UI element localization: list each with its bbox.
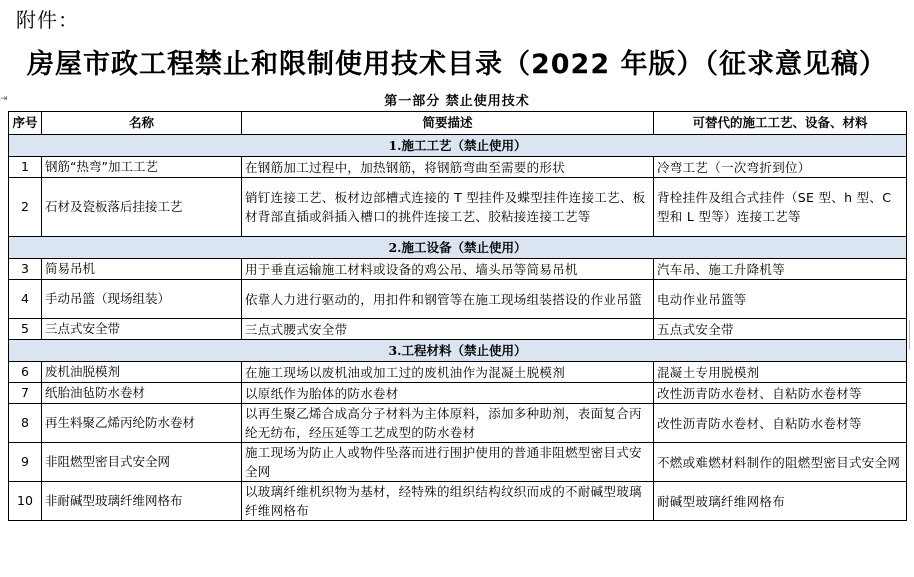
row-description: 用于垂直运输施工材料或设备的鸡公吊、墙头吊等简易吊机 [242, 259, 654, 280]
table-row [9, 482, 907, 521]
header-description: 简要描述 [242, 112, 654, 135]
section-row [9, 340, 907, 362]
row-name: 非耐碱型玻璃纤维网格布 [42, 482, 242, 521]
row-name: 手动吊篮（现场组装） [42, 280, 242, 319]
page-edge-marker [909, 320, 914, 350]
technology-table [8, 111, 907, 521]
row-name: 简易吊机 [42, 259, 242, 280]
row-number: 5 [9, 319, 42, 340]
row-alternative: 不燃或难燃材料制作的阻燃型密目式安全网 [654, 443, 907, 482]
table-row [9, 259, 907, 280]
table-row [9, 157, 907, 178]
row-number: 7 [9, 383, 42, 404]
section-title: 1.施工工艺（禁止使用） [9, 135, 907, 157]
header-alternatives: 可替代的施工工艺、设备、材料 [654, 112, 907, 135]
row-name: 石材及瓷板落后挂接工艺 [42, 178, 242, 237]
row-name: 废机油脱模剂 [42, 362, 242, 383]
attachment-label: 附件： [16, 8, 79, 32]
margin-marker: ⇥ [0, 94, 8, 104]
row-description: 销钉连接工艺、板材边部槽式连接的 T 型挂件及蝶型挂件连接工艺、板材背部直插或斜插入槽口的挑件连接工艺、胶粘接连接工艺等 [242, 178, 654, 237]
row-alternative: 混凝土专用脱模剂 [654, 362, 907, 383]
row-alternative: 耐碱型玻璃纤维网格布 [654, 482, 907, 521]
row-name: 三点式安全带 [42, 319, 242, 340]
row-number: 1 [9, 157, 42, 178]
row-number: 8 [9, 404, 42, 443]
row-alternative: 五点式安全带 [654, 319, 907, 340]
row-number: 3 [9, 259, 42, 280]
table-header-row [9, 112, 907, 135]
row-description: 在钢筋加工过程中，加热钢筋，将钢筋弯曲至需要的形状 [242, 157, 654, 178]
row-description: 以原纸作为胎体的防水卷材 [242, 383, 654, 404]
row-number: 10 [9, 482, 42, 521]
table-row [9, 404, 907, 443]
row-description: 施工现场为防止人或物件坠落而进行围护使用的普通非阻燃型密目式安全网 [242, 443, 654, 482]
row-name: 非阻燃型密目式安全网 [42, 443, 242, 482]
row-number: 9 [9, 443, 42, 482]
row-name: 纸胎油毡防水卷材 [42, 383, 242, 404]
row-name: 钢筋“热弯”加工工艺 [42, 157, 242, 178]
table-row [9, 280, 907, 319]
row-description: 依靠人力进行驱动的，用扣件和钢管等在施工现场组装搭设的作业吊篮 [242, 280, 654, 319]
table-row [9, 383, 907, 404]
row-description: 以再生聚乙烯合成高分子材料为主体原料，添加多种助剂，表面复合丙纶无纺布，经压延等工艺成型的防水卷材 [242, 404, 654, 443]
header-name: 名称 [42, 112, 242, 135]
row-number: 2 [9, 178, 42, 237]
row-alternative: 背栓挂件及组合式挂件（SE 型、h 型、C 型和 L 型等）连接工艺等 [654, 178, 907, 237]
table-row [9, 178, 907, 237]
row-description: 以玻璃纤维机织物为基材，经特殊的组织结构纹织而成的不耐碱型玻璃纤维网格布 [242, 482, 654, 521]
document-title: 房屋市政工程禁止和限制使用技术目录（2022 年版）（征求意见稿） [26, 49, 888, 80]
section-title: 2.施工设备（禁止使用） [9, 237, 907, 259]
row-description: 在施工现场以废机油或加工过的废机油作为混凝土脱模剂 [242, 362, 654, 383]
row-alternative: 冷弯工艺（一次弯折到位） [654, 157, 907, 178]
row-alternative: 改性沥青防水卷材、自粘防水卷材等 [654, 404, 907, 443]
table-row [9, 319, 907, 340]
row-alternative: 电动作业吊篮等 [654, 280, 907, 319]
section-title: 3.工程材料（禁止使用） [9, 340, 907, 362]
section-row [9, 237, 907, 259]
table-row [9, 362, 907, 383]
row-name: 再生料聚乙烯丙纶防水卷材 [42, 404, 242, 443]
header-no: 序号 [9, 112, 42, 135]
row-description: 三点式腰式安全带 [242, 319, 654, 340]
row-number: 4 [9, 280, 42, 319]
section-row [9, 135, 907, 157]
row-alternative: 汽车吊、施工升降机等 [654, 259, 907, 280]
part-title: 第一部分 禁止使用技术 [384, 94, 530, 109]
table-row [9, 443, 907, 482]
row-number: 6 [9, 362, 42, 383]
row-alternative: 改性沥青防水卷材、自粘防水卷材等 [654, 383, 907, 404]
